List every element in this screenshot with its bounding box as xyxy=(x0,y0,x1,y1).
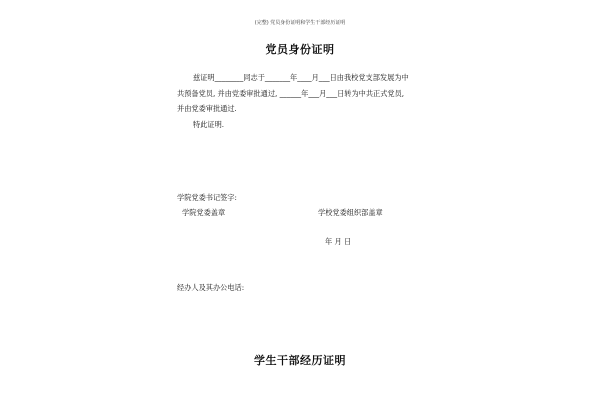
date-line: 年 月 日 xyxy=(325,237,352,246)
college-party-seal-label: 学院党委盖章 xyxy=(182,208,226,217)
contact-label: 经办人及其办公电话: xyxy=(177,283,245,292)
page-header-caption: (完整) 党员身份证明和学生干部经历证明 xyxy=(254,20,346,26)
secretary-signature-label: 学院党委书记签字: xyxy=(177,193,237,202)
certificate-paragraph-line-1: 兹证明________同志于_______年____月___日由我校党支部发展为中 xyxy=(193,73,409,82)
certificate-title: 党员身份证明 xyxy=(265,43,335,56)
certificate-paragraph-line-3: 并由党委审批通过. xyxy=(177,104,237,113)
student-cadre-section-title: 学生干部经历证明 xyxy=(254,354,346,367)
certificate-closing: 特此证明. xyxy=(193,120,225,129)
org-department-seal-label: 学校党委组织部盖章 xyxy=(318,208,383,217)
certificate-paragraph-line-2: 共预备党员, 并由党委审批通过, ______年___月___日转为中共正式党员, xyxy=(177,89,405,98)
